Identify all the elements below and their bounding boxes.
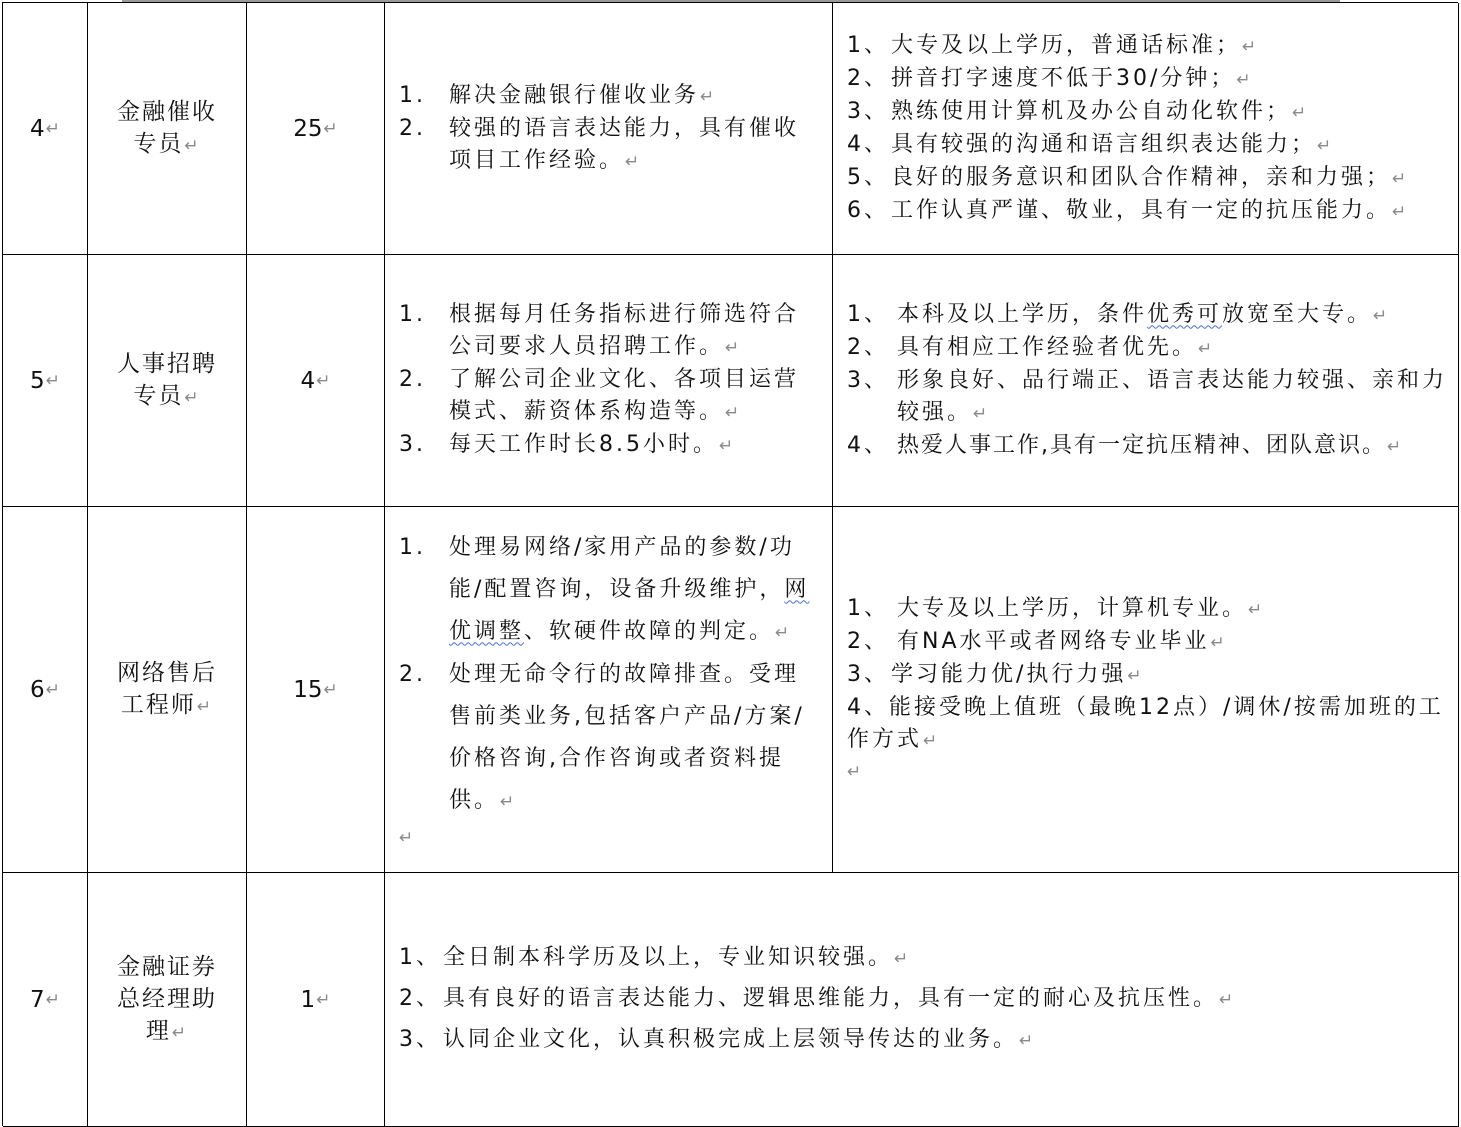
- list-item: [399, 80, 822, 113]
- item-number: 4、: [847, 432, 889, 458]
- item-number: 4、: [847, 694, 889, 720]
- item-text: 具有良好的语言表达能力、逻辑思维能力，具有一定的耐心及抗压性。: [443, 986, 1219, 1011]
- row-number: 7: [30, 986, 45, 1013]
- paragraph-mark-icon: [46, 990, 60, 1010]
- item-number: 2、: [847, 334, 889, 360]
- paragraph-mark-icon: [1392, 202, 1409, 222]
- headcount-cell: [247, 507, 385, 873]
- list-item: [847, 626, 1458, 659]
- duties-cell: [385, 507, 833, 873]
- duties-cell: [385, 255, 833, 507]
- list-item: [399, 654, 822, 823]
- requirements-merged-cell: [385, 873, 1459, 1127]
- list-item: [847, 593, 1458, 626]
- item-text: 拼音打字速度不低于30/分钟；: [891, 65, 1236, 91]
- item-text: 熟练使用计算机及办公自动化软件；: [891, 98, 1292, 124]
- requirements-list: [385, 938, 1458, 1061]
- paragraph-mark-icon: [197, 697, 213, 717]
- item-text: 形象良好、品行端正、语言表达能力较强、亲和力较强。: [897, 367, 1448, 425]
- paragraph-mark-icon: [719, 436, 736, 456]
- requirements-cell: [833, 507, 1459, 873]
- item-text: 处理易网络/家用产品的参数/功能/配置咨询，设备升级维护，: [449, 534, 795, 602]
- job-table: [2, 2, 1458, 1126]
- item-text: 大专及以上学历，计算机专业。: [897, 595, 1248, 621]
- row-number: 5: [30, 367, 45, 394]
- row-number: 4: [30, 115, 45, 142]
- item-number: 3、: [847, 367, 889, 393]
- paragraph-mark-icon: [184, 136, 200, 156]
- row-number-cell: [3, 507, 88, 873]
- item-number: 1、: [399, 945, 441, 970]
- position-title: 网络售后工程师: [117, 659, 217, 718]
- position-cell: [88, 873, 247, 1127]
- item-number: 3、: [399, 1027, 441, 1052]
- item-text: 放宽至大专。: [1222, 301, 1373, 327]
- paragraph-mark-icon: [725, 403, 742, 423]
- paragraph-mark-icon: [725, 338, 742, 358]
- paragraph-mark-icon: [324, 680, 338, 700]
- position-cell: [88, 3, 247, 255]
- item-number: 3、: [847, 661, 889, 687]
- headcount: 1: [300, 986, 316, 1013]
- item-text: 每天工作时长8.5小时。: [449, 432, 718, 457]
- list-item: [399, 938, 1458, 979]
- headcount-cell: [247, 873, 385, 1127]
- item-text: 全日制本科学历及以上，专业知识较强。: [443, 945, 894, 970]
- item-number: 1、: [847, 32, 889, 58]
- item-text: 大专及以上学历，普通话标准；: [891, 32, 1242, 58]
- item-text: 良好的服务意识和团队合作精神，亲和力强；: [891, 164, 1392, 190]
- paragraph-mark-icon: [316, 371, 330, 391]
- item-number: 1、: [847, 595, 889, 621]
- paragraph-mark-icon: [324, 119, 338, 139]
- headcount: 15: [293, 676, 323, 703]
- paragraph-mark-icon: [1387, 437, 1403, 457]
- paragraph-mark-icon: [973, 404, 990, 424]
- list-item: [847, 30, 1458, 63]
- paragraph-mark-icon: [500, 792, 517, 812]
- item-text: 具有较强的沟通和语言组织表达能力；: [891, 131, 1317, 157]
- headcount: 25: [293, 115, 323, 142]
- item-number: 2、: [847, 628, 889, 654]
- paragraph-mark-icon: [894, 949, 911, 969]
- list-item: [847, 692, 1458, 757]
- paragraph-mark-icon: [184, 388, 200, 408]
- list-item: [847, 129, 1458, 162]
- spellcheck-marked-text: 网优调整: [449, 576, 810, 644]
- duties-list: [385, 527, 832, 823]
- paragraph-mark-icon: [1198, 339, 1215, 359]
- spellcheck-marked-text: 优秀可: [1147, 301, 1223, 327]
- paragraph-mark-icon: [700, 87, 717, 107]
- item-number: 5、: [847, 164, 889, 190]
- list-item: [399, 429, 822, 462]
- item-text: 解决金融银行催收业务: [449, 82, 700, 108]
- item-number: 1.: [399, 534, 426, 560]
- paragraph-mark-icon: [46, 680, 60, 700]
- list-item: [399, 1020, 1458, 1061]
- item-number: 1.: [399, 82, 426, 108]
- item-text: 有NA水平或者网络专业毕业: [897, 628, 1210, 654]
- row-number-cell: [3, 255, 88, 507]
- item-text: 了解公司企业文化、各项目运营模式、薪资体系构造等。: [449, 367, 800, 424]
- row-number: 6: [30, 676, 45, 703]
- list-item: [847, 63, 1458, 96]
- item-number: 1、: [847, 301, 889, 327]
- paragraph-mark-icon: [1236, 70, 1253, 90]
- duties-cell: [385, 3, 833, 255]
- requirements-cell: [833, 255, 1459, 507]
- row-number-cell: [3, 3, 88, 255]
- list-item: [399, 113, 822, 178]
- paragraph-mark-icon: [46, 119, 60, 139]
- list-item: [847, 299, 1458, 332]
- position-cell: [88, 507, 247, 873]
- list-item: [847, 96, 1458, 129]
- item-number: 4、: [847, 131, 889, 157]
- item-text: 热爱人事工作,具有一定抗压精神、团队意识。: [897, 432, 1386, 458]
- paragraph-mark-icon: [923, 731, 940, 751]
- list-item: [847, 332, 1458, 365]
- item-number: 3、: [847, 98, 889, 124]
- headcount-cell: [247, 3, 385, 255]
- item-number: 2.: [399, 661, 426, 687]
- item-text: 学习能力优/执行力强: [891, 661, 1127, 687]
- item-text: 根据每月任务指标进行筛选符合公司要求人员招聘工作。: [449, 302, 800, 359]
- position-title: 金融证券总经理助理: [117, 953, 217, 1044]
- paragraph-mark-icon: [1248, 600, 1265, 620]
- paragraph-mark-icon: [625, 152, 642, 172]
- paragraph-mark-icon: [775, 623, 792, 643]
- item-number: 6、: [847, 197, 889, 223]
- paragraph-mark-icon: [1373, 306, 1390, 326]
- position-title: 金融催收专员: [117, 98, 217, 157]
- paragraph-mark-icon: [1019, 1031, 1036, 1051]
- item-text: 认同企业文化，认真积极完成上层领导传达的业务。: [443, 1027, 1019, 1052]
- headcount-cell: [247, 255, 385, 507]
- item-text: 较强的语言表达能力，具有催收项目工作经验。: [449, 115, 800, 173]
- item-number: 2、: [399, 986, 441, 1011]
- paragraph-mark-icon: [1292, 103, 1309, 123]
- paragraph-mark-icon: [1242, 37, 1259, 57]
- item-text: 、软硬件故障的判定。: [524, 618, 775, 644]
- duties-list: [385, 80, 832, 178]
- requirements-cell: [833, 3, 1459, 255]
- item-text: 工作认真严谨、敬业，具有一定的抗压能力。: [891, 197, 1392, 223]
- paragraph-mark-icon: [172, 1023, 188, 1043]
- paragraph-mark-icon: [385, 823, 832, 853]
- list-item: [847, 659, 1458, 692]
- list-item: [399, 527, 822, 654]
- requirements-list: [833, 299, 1458, 463]
- list-item: [847, 430, 1458, 463]
- paragraph-mark-icon: [1317, 136, 1334, 156]
- item-text: 能接受晚上值班（最晚12点）/调休/按需加班的工作方式: [847, 694, 1444, 752]
- paragraph-mark-icon: [1392, 169, 1409, 189]
- list-item: [847, 195, 1458, 228]
- item-text: 具有相应工作经验者优先。: [897, 334, 1198, 360]
- headcount: 4: [300, 367, 316, 394]
- item-number: 3.: [399, 432, 426, 457]
- list-item: [399, 364, 822, 429]
- item-text: 处理无命令行的故障排查。受理售前类业务,包括客户产品/方案/价格咨询,合作咨询或者资料提供。: [449, 661, 805, 813]
- row-number-cell: [3, 873, 88, 1127]
- paragraph-mark-icon: [316, 990, 330, 1010]
- list-item: [399, 299, 822, 364]
- paragraph-mark-icon: [833, 757, 1458, 787]
- paragraph-mark-icon: [1219, 990, 1236, 1010]
- paragraph-mark-icon: [1211, 633, 1228, 653]
- item-number: 2、: [847, 65, 889, 91]
- paragraph-mark-icon: [1127, 666, 1144, 686]
- item-number: 1.: [399, 302, 426, 327]
- list-item: [847, 162, 1458, 195]
- position-title: 人事招聘专员: [117, 350, 217, 409]
- list-item: [399, 979, 1458, 1020]
- list-item: [847, 365, 1458, 430]
- requirements-list: [833, 30, 1458, 228]
- requirements-list: [833, 593, 1458, 757]
- item-number: 2.: [399, 115, 426, 141]
- paragraph-mark-icon: [46, 371, 60, 391]
- duties-list: [385, 299, 832, 462]
- item-text: 本科及以上学历，条件: [897, 301, 1148, 327]
- item-number: 2.: [399, 367, 426, 392]
- position-cell: [88, 255, 247, 507]
